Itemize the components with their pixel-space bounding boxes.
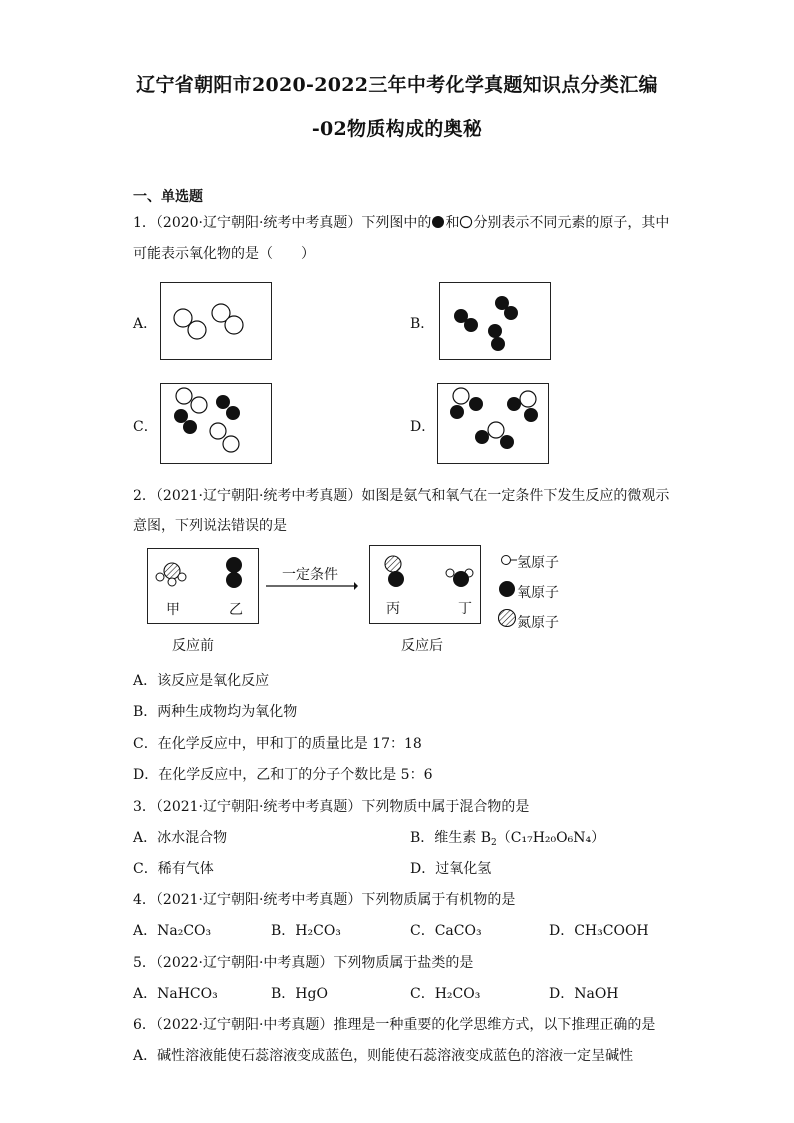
q1-stem-line2: 可能表示氧化物的是（ ） [133, 246, 315, 262]
q6-option-a[interactable]: A．碱性溶液能使石蕊溶液变成蓝色，则能使石蕊溶液变成蓝色的溶液一定呈碱性 [133, 1048, 634, 1064]
q5-option-b[interactable]: B．HgO [271, 986, 328, 1002]
molecule-diagram [161, 283, 271, 359]
q4-option-d[interactable]: D．CH₃COOH [549, 923, 649, 939]
q6-stem: 6．（2022·辽宁朝阳·中考真题）推理是一种重要的化学思维方式，以下推理正确的是 [133, 1017, 656, 1033]
white-atom-icon [459, 215, 473, 229]
arrow-label: 一定条件 [282, 567, 338, 583]
legend-nitrogen: 氮原子 [517, 615, 559, 631]
q3-option-b-prefix: B．维生素 B [410, 830, 492, 846]
q2-option-b[interactable]: B．两种生成物均为氧化物 [133, 704, 298, 720]
ammonia-oxygen-molecules [148, 549, 258, 599]
q1-option-b-figure [439, 282, 551, 360]
oxygen-atom-icon [497, 578, 519, 600]
label-yi: 乙 [229, 602, 243, 618]
doc-title-line1: 辽宁省朝阳市2020-2022三年中考化学真题知识点分类汇编 [136, 74, 658, 96]
q2-stem: 2．（2021·辽宁朝阳·统考中考真题）如图是氨气和氧气在一定条件下发生反应的微观示 [133, 488, 670, 504]
q3-option-d[interactable]: D．过氧化氢 [410, 861, 492, 877]
caption-after: 反应后 [401, 638, 443, 654]
q2-stem-line2: 意图，下列说法错误的是 [133, 518, 287, 534]
molecule-diagram [440, 283, 550, 359]
q4-option-c[interactable]: C．CaCO₃ [410, 923, 482, 939]
q1-option-a-figure [160, 282, 272, 360]
q1-option-d-figure [437, 383, 549, 464]
reactants-box [147, 548, 259, 624]
q5-stem: 5．（2022·辽宁朝阳·中考真题）下列物质属于盐类的是 [133, 955, 474, 971]
nitric-oxide-water-molecules [370, 546, 480, 596]
legend-hydrogen: 氢原子 [517, 555, 559, 571]
q5-option-d[interactable]: D．NaOH [549, 986, 619, 1002]
section-heading: 一、单选题 [133, 189, 203, 205]
products-box [369, 545, 481, 624]
q3-option-a[interactable]: A．冰水混合物 [133, 830, 228, 846]
hydrogen-atom-icon [497, 551, 517, 571]
q3-option-b-formula: （C₁₇H₂₀O₆N₄） [496, 830, 606, 846]
q1-option-d-label[interactable]: D． [410, 419, 436, 435]
q2-option-a[interactable]: A．该反应是氧化反应 [133, 673, 270, 689]
q1-text-a: 1．（2020·辽宁朝阳·统考中考真题）下列图中的 [133, 215, 432, 231]
molecule-diagram [161, 384, 271, 463]
q1-stem [133, 212, 669, 232]
reaction-arrow-icon [266, 580, 358, 592]
label-jia: 甲 [166, 602, 180, 618]
q4-option-b[interactable]: B．H₂CO₃ [271, 923, 341, 939]
q1-option-c-figure [160, 383, 272, 464]
q3-option-c[interactable]: C．稀有气体 [133, 861, 214, 877]
q4-stem: 4．（2021·辽宁朝阳·统考中考真题）下列物质属于有机物的是 [133, 892, 516, 908]
label-bing: 丙 [386, 601, 400, 617]
label-ding: 丁 [458, 601, 472, 617]
q4-option-a[interactable]: A．Na₂CO₃ [133, 923, 212, 939]
q5-option-a[interactable]: A．NaHCO₃ [133, 986, 218, 1002]
legend-oxygen: 氧原子 [517, 585, 559, 601]
black-atom-icon [431, 215, 445, 229]
q5-option-c[interactable]: C．H₂CO₃ [410, 986, 481, 1002]
q2-option-c[interactable]: C．在化学反应中，甲和丁的质量比是 17：18 [133, 736, 422, 752]
nitrogen-atom-icon [496, 607, 518, 629]
q3-option-b[interactable] [410, 827, 605, 848]
q1-option-b-label[interactable]: B． [410, 316, 435, 332]
q1-text-b: 和 [445, 215, 460, 231]
q1-option-c-label[interactable]: C． [133, 419, 158, 435]
caption-before: 反应前 [172, 638, 214, 654]
q1-text-c: 分别表示不同元素的原子，其中 [473, 215, 670, 231]
q3-option-b-sub: 2 [491, 838, 497, 848]
q2-option-d[interactable]: D．在化学反应中，乙和丁的分子个数比是 5：6 [133, 767, 433, 783]
q3-stem: 3．（2021·辽宁朝阳·统考中考真题）下列物质中属于混合物的是 [133, 799, 530, 815]
doc-title-line2: -02物质构成的奥秘 [311, 118, 483, 140]
q1-option-a-label[interactable]: A． [133, 316, 158, 332]
molecule-diagram [438, 384, 548, 463]
